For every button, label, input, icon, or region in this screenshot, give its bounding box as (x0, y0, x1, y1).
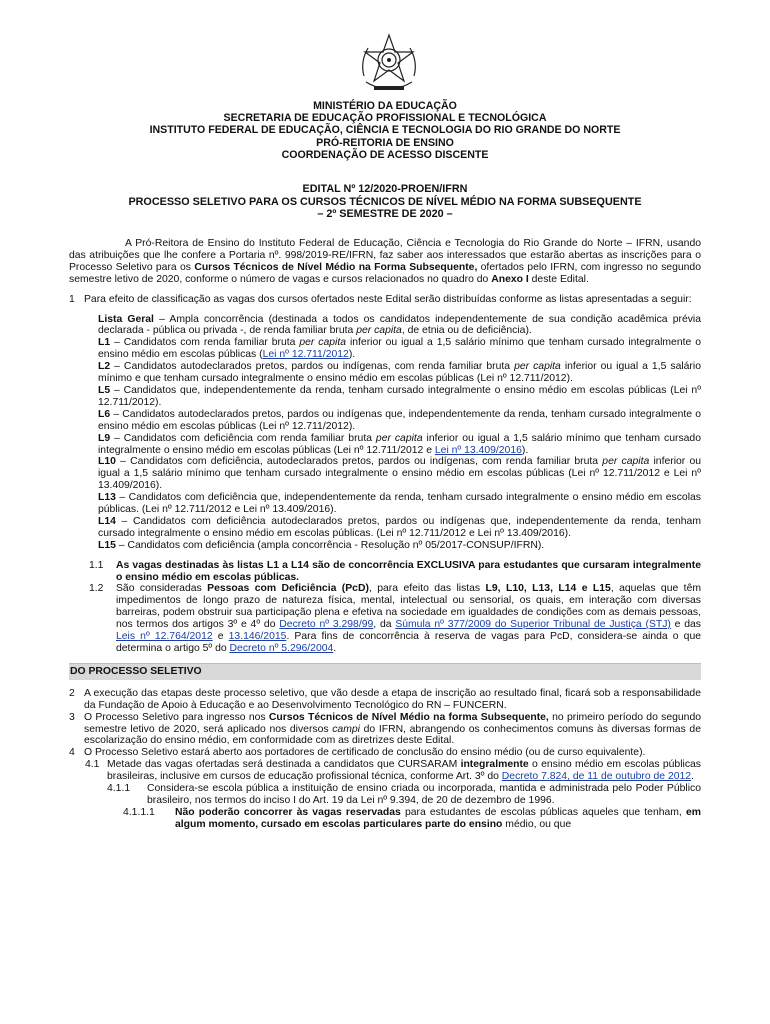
item-4 (69, 747, 701, 759)
bold-text: L9, L10, L13, L14 e L15 (485, 583, 611, 595)
item-text: Considera-se escola pública a instituição de ensino criada ou incorporada, mantida e administrada pelo Poder Público brasileiro, nos termos do inciso I do Art. 19 da Lei nº 9.394, de 20 de dezembro de 1996. (147, 783, 701, 806)
list-label: Lista Geral (98, 313, 154, 325)
item-1 (69, 294, 701, 306)
header-line-proen: PRÓ-REITORIA DE ENSINO (316, 136, 454, 149)
list-l13 (98, 492, 701, 516)
item-4-1-1 (107, 783, 701, 807)
institution-header (60, 100, 710, 161)
bold-text: integralmente (460, 759, 529, 771)
law-link[interactable]: Lei nº 13.409/2016 (434, 444, 522, 456)
list-label: L6 (98, 408, 111, 420)
list-label: L13 (98, 492, 116, 504)
item-text (84, 712, 701, 748)
vacancy-lists (98, 314, 701, 552)
law-link[interactable]: Leis nº 12.764/2012 (116, 631, 213, 643)
text: O Processo Seletivo para ingresso nos (84, 711, 269, 723)
text: . Para fins de concorrência à reserva de vagas para PcD, considera-se ainda o que determina o artigo 5º do (116, 631, 702, 654)
italic-text: campi (332, 723, 360, 735)
item-text: As vagas destinadas às listas L1 a L14 são de concorrência EXCLUSIVA para estudantes que cursaram integralmente o ensino médio em escolas públicas. (116, 559, 701, 583)
list-l14 (98, 516, 701, 540)
list-l1 (98, 337, 701, 361)
text: . (333, 643, 337, 654)
bold-text: em algum momento, cursado em escolas particulares parte do ensino (175, 806, 702, 830)
intro-text: A Pró-Reitora de Ensino do Instituto Federal de Educação, Ciência e Tecnologia do Rio Grande do Norte – IFRN, usando das atribuições que lhe confere a Portaria nº. 998/2019-RE/IFRN, faz saber aos interessados que estarão abertas as inscrições para o Processo Seletivo para os (69, 238, 701, 273)
item-number: 4.1.1.1 (123, 806, 155, 818)
intro-bold-annex: Anexo I (491, 273, 529, 285)
list-label: L9 (98, 432, 111, 444)
law-link[interactable]: 13.146/2015 (228, 631, 287, 643)
header-line-institute: INSTITUTO FEDERAL DE EDUCAÇÃO, CIÊNCIA E TECNOLOGIA DO RIO GRANDE DO NORTE (149, 124, 621, 137)
list-italic: per capita (514, 361, 561, 373)
item-number: 3 (69, 711, 75, 723)
list-geral (98, 314, 701, 338)
list-text: ). (348, 349, 356, 361)
list-label: L14 (98, 515, 116, 527)
item-text: Para efeito de classificação as vagas dos cursos ofertados neste Edital serão distribuídas conforme as listas apresentadas a seguir: (84, 293, 692, 305)
document-body (69, 238, 701, 831)
bold-text: Pessoas com Deficiência (PcD) (207, 583, 369, 595)
text: São consideradas (116, 583, 208, 595)
list-l2 (98, 361, 701, 385)
list-text: – Candidatos autodeclarados pretos, pardos ou indígenas, com renda familiar bruta (110, 361, 515, 373)
item-number: 4.1.1 (107, 783, 131, 795)
text: , aquelas que têm impedimentos de longo prazo de natureza física, mental, intelectual ou sensorial, os quais, em interação com diversas barreiras, podem obstruir sua participação plena e efetiva na sociedade em igualdades de condições com as demais pessoas, nos termos dos artigos 3º e 4º do (116, 583, 702, 631)
law-link[interactable]: Súmula nº 377/2009 do Superior Tribunal de Justiça (STJ) (395, 619, 671, 631)
list-italic: per capita (356, 325, 402, 337)
text: para estudantes de escolas públicas aqueles que tenham, (400, 806, 686, 818)
item-number: 1.1 (89, 559, 104, 571)
item-1-2 (89, 583, 701, 654)
list-label: L2 (98, 361, 111, 373)
item-number: 1 (69, 293, 75, 305)
law-link[interactable]: Lei nº 12.711/2012 (262, 349, 349, 361)
list-label: L15 (98, 539, 116, 551)
list-label: L5 (98, 384, 111, 396)
text: . (691, 771, 694, 783)
item-4-1 (85, 759, 701, 783)
list-label: L1 (98, 337, 111, 349)
section-heading: DO PROCESSO SELETIVO (69, 663, 701, 680)
list-label: L10 (98, 456, 116, 468)
header-line-secretariat: SECRETARIA DE EDUCAÇÃO PROFISSIONAL E TECNOLÓGICA (223, 112, 547, 125)
list-text: – Candidatos com deficiência, autodeclarados pretos, pardos ou indígenas, com renda familiar bruta (115, 456, 603, 468)
text: médio, ou que (502, 818, 572, 830)
item-number: 4 (69, 747, 75, 759)
item-text (107, 759, 701, 783)
list-text: , de etnia ou de deficiência). (401, 325, 532, 337)
intro-bold-courses: Cursos Técnicos de Nível Médio na Forma Subsequente, (194, 261, 478, 273)
item-2 (69, 688, 701, 712)
item-1-1 (89, 560, 701, 584)
text: do IFRN, abrangendo os conhecimentos comuns às diversas formas de escolarização do ensino médio, em conformidade com as diretrizes deste Edital. (84, 723, 701, 747)
law-link[interactable]: Decreto 7.824, de 11 de outubro de 2012 (501, 771, 692, 783)
intro-text-end: deste Edital. (528, 273, 589, 285)
item-number: 2 (69, 687, 75, 699)
list-text: – Candidatos que, independentemente da renda, tenham cursado integralmente o ensino médio em escolas públicas (Lei nº 12.711/2012). (98, 384, 701, 408)
list-l15 (98, 540, 701, 552)
list-l9 (98, 433, 701, 457)
list-italic: per capita (602, 456, 650, 468)
text: , da (373, 619, 396, 631)
list-italic: per capita (299, 337, 347, 349)
list-text: – Candidatos autodeclarados pretos, pardos ou indígenas que, independentemente da renda, tenham cursado integralmente o ensino médio em escolas públicas (Lei nº 12.711/2012). (98, 408, 701, 432)
brazil-coat-of-arms-seal (356, 32, 422, 98)
text: Metade das vagas ofertadas será destinada a candidatos que CURSARAM (107, 759, 461, 771)
item-number: 1.2 (89, 583, 104, 595)
edital-title: PROCESSO SELETIVO PARA OS CURSOS TÉCNICOS DE NÍVEL MÉDIO NA FORMA SUBSEQUENTE (128, 195, 642, 208)
edital-number: EDITAL Nº 12/2020-PROEN/IFRN (302, 183, 468, 195)
list-l6 (98, 409, 701, 433)
item-3 (69, 712, 701, 748)
list-text: inferior ou igual a 1,5 salário mínimo que tenham cursado integralmente o ensino médio em escolas públicas (Lei nº 12.711/2012 e (98, 432, 701, 456)
item-number: 4.1 (85, 759, 100, 771)
intro-text-cont: ofertados pelo IFRN, com ingresso no segundo semestre letivo de 2020, conforme o número de vagas e cursos relacionados no quadro do (69, 261, 701, 285)
text: e (212, 631, 229, 643)
text: , para efeito das listas (368, 583, 486, 595)
item-4-1-1-1 (123, 807, 701, 831)
item-text (175, 807, 701, 831)
list-text: ). (521, 444, 529, 456)
intro-paragraph (69, 238, 701, 286)
item-text (116, 583, 701, 654)
list-text: – Candidatos com deficiência (ampla concorrência - Resolução nº 05/2017-CONSUP/IFRN). (115, 539, 545, 551)
list-l10 (98, 456, 701, 492)
edital-semester: – 2º SEMESTRE DE 2020 – (317, 208, 453, 221)
law-link[interactable]: Decreto nº 5.296/2004 (229, 643, 334, 654)
header-line-coordination: COORDENAÇÃO DE ACESSO DISCENTE (281, 148, 489, 161)
list-text: – Ampla concorrência (destinada a todos os candidatos independentemente de sua condição acadêmica prévia declarada - pública ou privada -, de renda familiar bruta (98, 313, 702, 337)
bold-text: Cursos Técnicos de Nível Médio na forma Subsequente, (268, 711, 549, 723)
list-italic: per capita (375, 432, 423, 444)
list-text: – Candidatos com deficiência com renda familiar bruta (110, 432, 376, 444)
list-text: inferior ou igual a 1,5 salário mínimo que tenham cursado integralmente o ensino médio em escolas públicas (Lei nº 12.711/2012 e Lei nº 13.409/2016). (98, 456, 702, 492)
item-text: O Processo Seletivo estará aberto aos portadores de certificado de conclusão do ensino médio (ou de curso equivalente). (84, 747, 646, 759)
header-line-ministry: MINISTÉRIO DA EDUCAÇÃO (313, 100, 457, 112)
list-text: inferior ou igual a 1,5 salário mínimo que tenham cursado integralmente o ensino médio em escolas públicas ( (98, 337, 701, 361)
list-text: inferior ou igual a 1,5 salário mínimo e que tenham cursado integralmente o ensino médio em escolas públicas (Lei nº 12.711/2012). (98, 361, 701, 385)
bold-text: Não poderão concorrer às vagas reservadas (175, 806, 401, 818)
text: e das (670, 619, 702, 631)
list-l5 (98, 385, 701, 409)
list-text: – Candidatos com renda familiar bruta (110, 337, 300, 349)
list-text: – Candidatos com deficiência que, independentemente da renda, tenham cursado integralmente o ensino médio em escolas públicas. (Lei nº 12.711/2012 e Lei nº 13.409/2016). (98, 492, 701, 516)
text: no primeiro período do segundo semestre letivo de 2020, será aplicado nos diversos (84, 711, 701, 735)
law-link[interactable]: Decreto nº 3.298/99 (279, 619, 374, 631)
item-text: A execução das etapas deste processo seletivo, que vão desde a etapa de inscrição ao resultado final, ficará sob a responsabilidade da Fundação de Apoio à Educação e ao Desenvolvimento Tecnológico do RN – FUNCERN. (84, 687, 701, 711)
edital-title-block (60, 183, 710, 221)
list-text: – Candidatos com deficiência autodeclarados pretos, pardos ou indígenas que, independentemente da renda, tenham cursado integralmente o ensino médio em escolas públicas. (Lei nº 12.711/2012 e Lei nº 13.409/2016). (98, 515, 701, 539)
text: o ensino médio em escolas públicas brasileiras, inclusive em cursos de educação profissional técnica, conforme Art. 3º do (107, 759, 701, 783)
